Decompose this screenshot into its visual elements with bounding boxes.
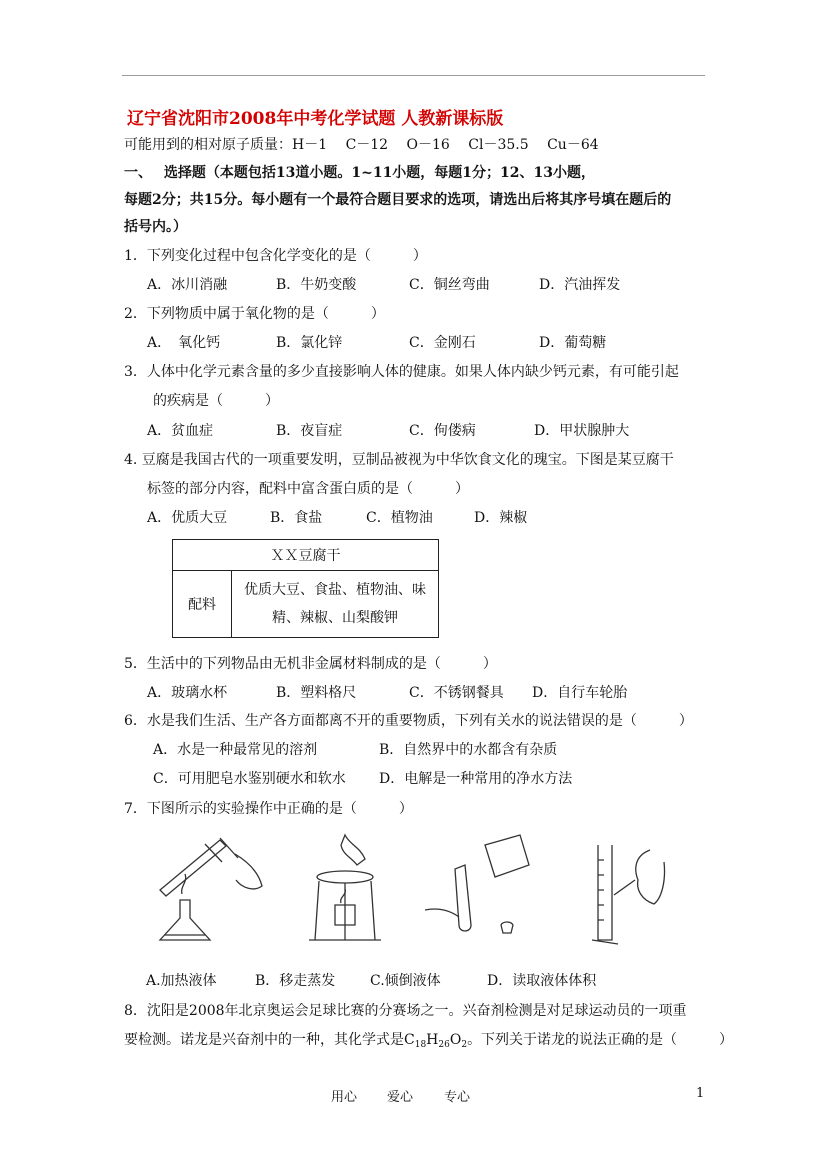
q2-option-a: A． 氧化钙 [147, 335, 221, 351]
q3-option-a: A．贫血症 [147, 423, 214, 439]
q1-option-b: B．牛奶变酸 [276, 277, 357, 293]
q8-stem-line1: 8．沈阳是2008年北京奥运会足球比赛的分赛场之一。兴奋剂检测是对足球运动员的一项重 [124, 1003, 687, 1019]
page-number: 1 [696, 1086, 705, 1101]
q5-option-a: A．玻璃水杯 [147, 685, 228, 701]
q2-option-c: C．金刚石 [409, 335, 476, 351]
formula-subscript-c: 18 [414, 1040, 427, 1050]
q7-stem: 7．下图所示的实验操作中正确的是（ ） [124, 801, 413, 817]
label-table-row-value [232, 571, 439, 638]
q4-option-a: A．优质大豆 [147, 510, 228, 526]
formula-subscript-h: 26 [438, 1040, 450, 1050]
q3-stem-line2: 的疾病是（ ） [153, 393, 279, 409]
q7-option-a: A.加热液体 [146, 973, 217, 989]
label-table-header: ＸＸ豆腐干 [173, 540, 439, 571]
q1-option-a: A．冰川消融 [147, 277, 228, 293]
q1-option-d: D．汽油挥发 [539, 277, 621, 293]
label-table-row-label: 配料 [173, 571, 232, 638]
q7-option-b: B．移走蒸发 [255, 973, 336, 989]
section-heading-line3: 括号内。） [124, 219, 187, 235]
footer-text-3: 专心 [444, 1090, 471, 1105]
q7-option-d: D．读取液体体积 [487, 973, 597, 989]
formula-hydrogen: H [426, 1032, 439, 1048]
atomic-masses: 可能用到的相对原子质量：H－1 C－12 O－16 Cl－35.5 Cu－64 [124, 137, 599, 153]
q4-option-c: C．植物油 [366, 510, 433, 526]
q5-option-c: C．不锈钢餐具 [409, 685, 504, 701]
product-label-table [172, 539, 439, 638]
q1-option-c: C．铜丝弯曲 [409, 277, 490, 293]
page-title: 辽宁省沈阳市2008年中考化学试题 人教新课标版 [127, 109, 504, 129]
q6-option-d: D．电解是一种常用的净水方法 [379, 771, 573, 787]
q5-option-b: B．塑料格尺 [276, 685, 357, 701]
section-heading-line2: 每题2分；共15分。每小题有一个最符合题目要求的选项，请选出后将其序号填在题后的 [124, 192, 672, 208]
formula-subscript-o: 2 [461, 1040, 468, 1050]
q3-option-d: D．甲状腺肿大 [534, 423, 630, 439]
pouring-liquid-figure [425, 825, 535, 950]
q1-stem: 1．下列变化过程中包含化学变化的是（ ） [124, 248, 427, 264]
evaporating-dish-figure [305, 825, 395, 950]
q6-option-c: C．可用肥皂水鉴别硬水和软水 [153, 771, 346, 787]
q4-option-b: B．食盐 [270, 510, 323, 526]
q6-option-b: B．自然界中的水都含有杂质 [379, 742, 558, 758]
q2-option-b: B．氯化锌 [276, 335, 343, 351]
q4-stem-line1: 4. 豆腐是我国古代的一项重要发明，豆制品被视为中华饮食文化的瑰宝。下图是某豆腐干 [124, 452, 674, 468]
q3-stem-line1: 3．人体中化学元素含量的多少直接影响人体的健康。如果人体内缺少钙元素，有可能引起 [124, 364, 679, 380]
section-heading-line1: 一、 选择题（本题包括13道小题。1~11小题，每题1分；12、13小题， [124, 165, 596, 181]
q8-stem-line2-post: 。下列关于诺龙的说法正确的是（ ） [467, 1032, 734, 1048]
label-ingredients-line2: 精、辣椒、山梨酸钾 [272, 610, 398, 626]
q7-option-c: C.倾倒液体 [370, 973, 441, 989]
q6-option-a: A．水是一种最常见的溶剂 [153, 742, 318, 758]
footer-text-1: 用心 [331, 1090, 358, 1105]
q4-stem-line2: 标签的部分内容，配料中富含蛋白质的是（ ） [147, 481, 469, 497]
q8-stem-line2 [124, 1031, 733, 1054]
q6-stem: 6．水是我们生活、生产各方面都离不开的重要物质，下列有关水的说法错误的是（ ） [124, 713, 693, 729]
reading-volume-figure [590, 840, 670, 950]
q8-stem-line2-pre: 要检测。诺龙是兴奋剂中的一种，其化学式是C [124, 1032, 415, 1048]
q4-option-d: D．辣椒 [474, 510, 528, 526]
label-ingredients-line1: 优质大豆、食盐、植物油、味 [244, 582, 426, 598]
q2-stem: 2．下列物质中属于氧化物的是（ ） [124, 306, 385, 322]
q3-option-c: C．佝偻病 [409, 423, 476, 439]
heating-liquid-figure [150, 830, 270, 955]
q3-option-b: B．夜盲症 [276, 423, 343, 439]
q5-stem: 5．生活中的下列物品由无机非金属材料制成的是（ ） [124, 656, 497, 672]
q2-option-d: D．葡萄糖 [539, 335, 607, 351]
header-rule [122, 75, 705, 76]
q5-option-d: D．自行车轮胎 [532, 685, 628, 701]
footer-text-2: 爱心 [387, 1090, 414, 1105]
formula-oxygen: O [449, 1032, 462, 1048]
